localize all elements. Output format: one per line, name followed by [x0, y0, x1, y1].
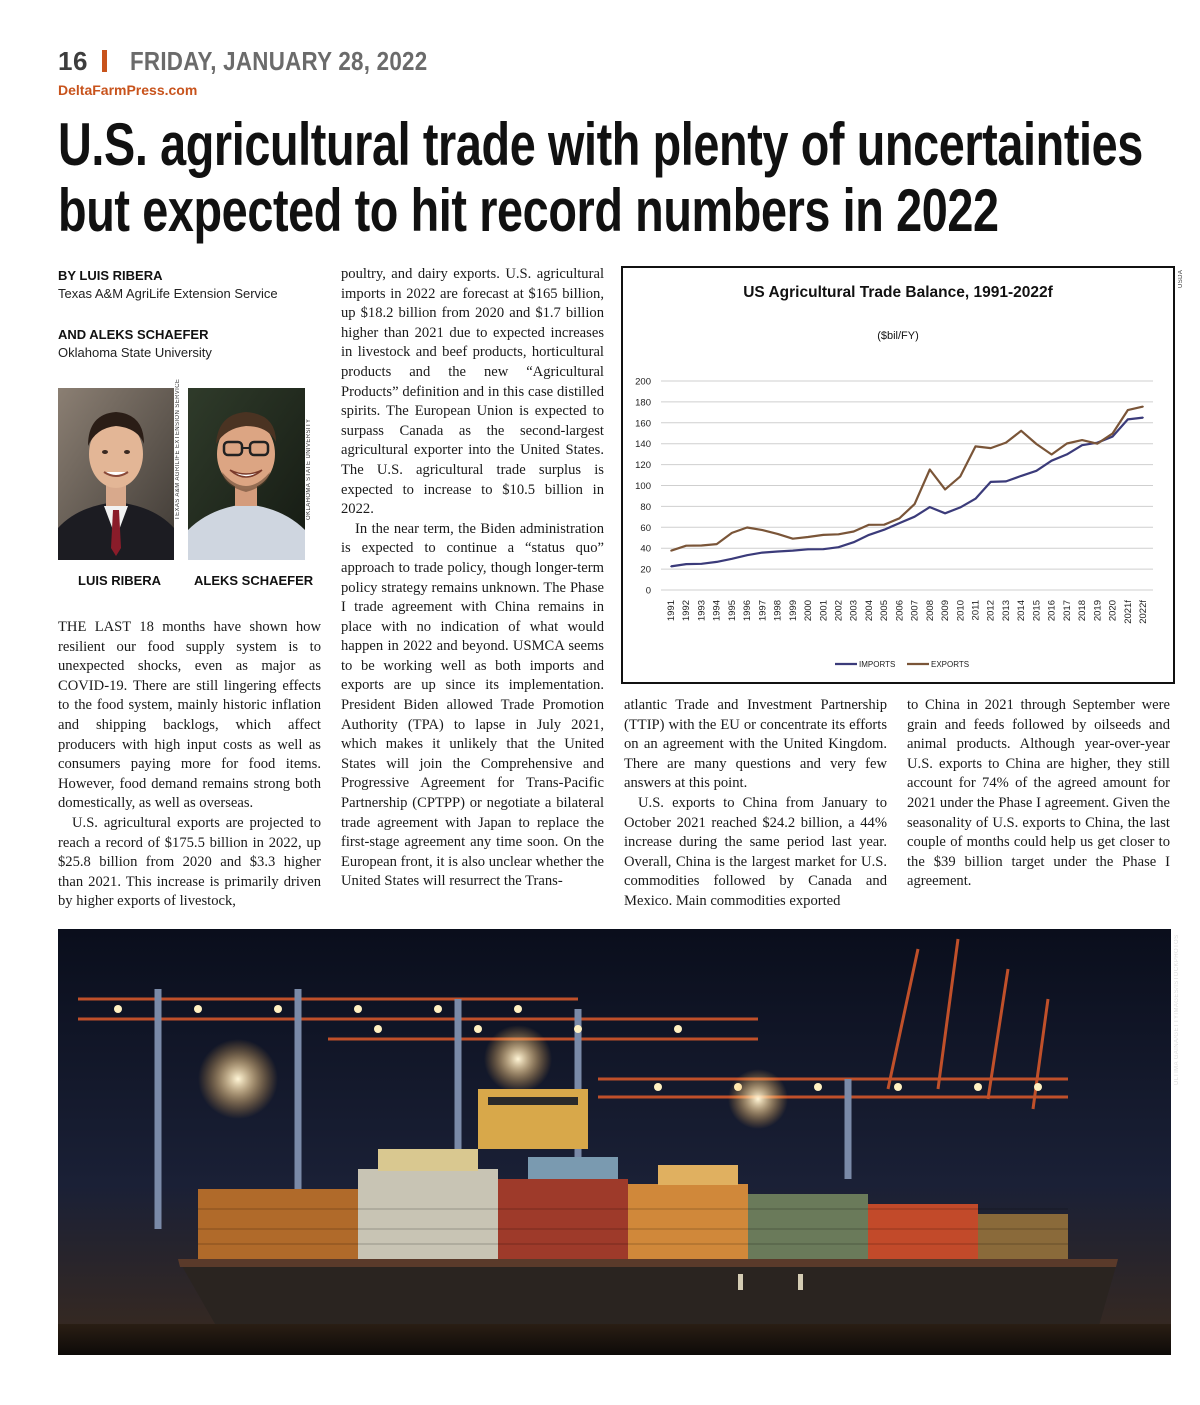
photo-caption-schaefer: ALEKS SCHAEFER [194, 573, 314, 588]
chart-title: US Agricultural Trade Balance, 1991-2022f [743, 284, 1053, 301]
data-point-imports [1112, 436, 1114, 438]
data-point-exports [777, 533, 779, 535]
data-point-exports [792, 538, 794, 540]
portrait-illustration [188, 388, 305, 560]
data-point-imports [777, 551, 779, 553]
data-point-exports [1051, 454, 1053, 456]
data-point-exports [883, 524, 885, 526]
data-point-imports [1142, 417, 1144, 419]
data-point-imports [899, 522, 901, 524]
x-tick-label: 2015 [1031, 600, 1043, 622]
data-point-imports [1005, 481, 1007, 483]
x-tick-label: 2003 [848, 600, 860, 622]
data-point-exports [731, 532, 733, 534]
data-point-exports [746, 527, 748, 529]
byline-2-affiliation: Oklahoma State University [58, 345, 212, 360]
x-tick-label: 1995 [726, 600, 738, 622]
data-point-imports [746, 554, 748, 556]
x-tick-label: 2000 [803, 600, 815, 622]
data-point-imports [1051, 460, 1053, 462]
x-tick-label: 2018 [1077, 600, 1089, 622]
article-column-2 [341, 265, 604, 892]
x-tick-label: 1991 [666, 600, 677, 622]
x-tick-label: 1993 [696, 600, 708, 622]
x-tick-label: 2020 [1107, 600, 1119, 622]
y-tick-label: 100 [635, 481, 651, 492]
y-tick-label: 140 [635, 439, 651, 451]
trade-balance-chart [621, 266, 1175, 684]
article-column-4 [907, 696, 1170, 892]
y-tick-label: 180 [635, 397, 651, 409]
article-paragraph: to China in 2021 through September were grain and feeds followed by oilseeds and animal products. Although year-over-year U.S. exports to China are higher, they still account for 74% of the agreed amount for 2021 under the Phase I agreement. Given the seasonality of U.S. exports to China, the last couple of months could help us get closer to the $39 billion target under the Phase I agreement. [907, 697, 1170, 890]
container-port-illustration [58, 929, 1171, 1355]
x-tick-label: 1992 [681, 600, 693, 622]
article-column-3 [624, 696, 887, 912]
data-point-exports [838, 534, 840, 536]
x-tick-label: 2014 [1016, 600, 1028, 622]
data-point-exports [899, 518, 901, 520]
y-tick-label: 120 [635, 460, 651, 472]
data-point-imports [1020, 475, 1022, 477]
article-paragraph: THE LAST 18 months have shown how resilient our food supply system is to unexpected shocks, even as major as COVID-19. There are still lingering effects to the food system, mainly historic inflation and shipping backlogs, which affect producers with high input costs as well as consumers paying more for food items. However, food demand remains strong both domestically, as well as overseas. [58, 619, 321, 812]
data-point-exports [762, 529, 764, 531]
data-point-imports [731, 558, 733, 560]
data-point-imports [716, 561, 718, 563]
data-point-imports [868, 534, 870, 536]
x-tick-label: 1994 [711, 600, 723, 622]
data-point-exports [1142, 406, 1144, 408]
data-point-imports [1127, 419, 1129, 421]
data-point-imports [792, 550, 794, 552]
data-point-exports [1127, 409, 1129, 411]
x-tick-label: 2005 [879, 600, 891, 622]
x-tick-label: 2010 [955, 600, 967, 622]
data-point-imports [959, 507, 961, 509]
data-point-exports [1112, 433, 1114, 435]
site-link[interactable]: DeltaFarmPress.com [58, 82, 198, 98]
data-point-exports [701, 545, 703, 547]
data-point-imports [990, 481, 992, 483]
x-tick-label: 1997 [757, 600, 769, 622]
data-point-imports [944, 512, 946, 514]
article-paragraph: In the near term, the Biden administration is expected to continue a “status quo” approach to trade policy, though longer-term policy strategy remains unknown. The Phase I trade agreement with China remains in place with no indication of what would happen in 2022 and beyond. USMCA seems to be working well as both imports and exports are up since its implementation. President Biden allowed Trade Promotion Authority (TPA) to lapse in July 2021, which makes it unlikely that the United States will join the Comprehensive and Progressive Agreement for Trans-Pacific Partnership (CPTPP) or negotiate a bilateral trade agreement with Japan to replace the first-stage agreement any time soon. On the European front, it is also unclear whether the United States will resurrect the Trans- [341, 520, 604, 890]
y-tick-label: 160 [635, 418, 651, 430]
data-point-exports [716, 543, 718, 545]
article-paragraph: poultry, and dairy exports. U.S. agricultural imports in 2022 are forecast at $165 billion, up $18.2 billion from 2020 and $1.7 billion higher than 2021 due to expected increases in livestock and beef products, horticultural products and the new “Agricultural Products” definition and in this case distilled spirits. The European Union is expected to surpass Canada as the second-largest agricultural exporter into the United States. The U.S. agricultural trade surplus is expected to increase to $10.5 billion in 2022. [341, 266, 604, 518]
x-tick-label: 2006 [894, 600, 906, 622]
data-point-exports [990, 447, 992, 449]
data-point-imports [822, 548, 824, 550]
data-point-imports [762, 552, 764, 554]
page-number: 16 [58, 46, 88, 76]
author-photo-ribera [58, 388, 174, 560]
x-tick-label: 2012 [985, 600, 997, 622]
chart-plot [623, 268, 1173, 682]
y-tick-label: 80 [640, 501, 651, 513]
byline-2: AND ALEKS SCHAEFER [58, 327, 209, 342]
data-point-exports [944, 489, 946, 491]
legend-label-imports: IMPORTS [859, 660, 896, 669]
data-point-exports [685, 545, 687, 547]
data-point-exports [1036, 443, 1038, 445]
port-photo [58, 929, 1171, 1355]
y-tick-label: 20 [640, 564, 651, 576]
chart-subtitle: ($bil/FY) [877, 330, 919, 342]
chart-credit: USDA [1178, 269, 1184, 288]
data-point-exports [1081, 439, 1083, 441]
x-tick-label: 2011 [970, 600, 982, 621]
data-point-exports [822, 534, 824, 536]
series-line-imports [671, 418, 1143, 567]
article-paragraph: U.S. exports to China from January to October 2021 reached $24.2 billion, a 44% increase during the same period last year. Overall, China is the largest market for U.S. commodities followed by Canada and Mexico. Main commodities exported [624, 794, 887, 909]
photo-credit-schaefer: OKLAHOMA STATE UNIVERSITY [306, 418, 312, 520]
headline [58, 111, 1143, 244]
data-point-imports [685, 563, 687, 565]
data-point-exports [975, 446, 977, 448]
article-paragraph: atlantic Trade and Investment Partnership (TTIP) with the EU or concentrate its efforts on an agreement with the United Kingdom. There are many questions and very few answers at this point. [624, 697, 887, 792]
headline-line-2: but expected to hit record numbers in 2022 [58, 177, 999, 244]
x-tick-label: 2021f [1122, 600, 1134, 624]
data-point-imports [929, 506, 931, 508]
y-tick-label: 60 [640, 522, 651, 534]
x-tick-label: 2017 [1061, 600, 1073, 622]
x-tick-label: 2022f [1138, 600, 1149, 624]
data-point-exports [1020, 430, 1022, 432]
x-tick-label: 1996 [742, 600, 754, 622]
portrait-illustration [58, 388, 174, 560]
data-point-exports [1005, 442, 1007, 444]
data-point-exports [914, 503, 916, 505]
byline-1: BY LUIS RIBERA [58, 268, 163, 283]
data-point-imports [807, 549, 809, 551]
x-tick-label: 2001 [818, 600, 830, 622]
data-point-exports [807, 536, 809, 538]
data-point-exports [1097, 443, 1099, 445]
byline-1-affiliation: Texas A&M AgriLife Extension Service [58, 286, 278, 301]
series-line-exports [671, 407, 1143, 551]
data-point-imports [701, 563, 703, 565]
y-tick-label: 40 [640, 543, 651, 555]
x-tick-label: 1999 [787, 600, 799, 622]
data-point-imports [914, 516, 916, 518]
x-tick-label: 2008 [924, 600, 936, 622]
masthead-divider [102, 50, 107, 72]
data-point-imports [883, 529, 885, 531]
photo-credit-ribera: TEXAS A&M AGRILIFE EXTENSION SERVICE [175, 378, 181, 520]
x-tick-label: 2013 [1000, 600, 1012, 622]
data-point-imports [1066, 454, 1068, 456]
data-point-imports [838, 546, 840, 548]
data-point-imports [670, 566, 672, 568]
article-column-1 [58, 618, 321, 912]
y-tick-label: 0 [645, 585, 651, 597]
x-tick-label: 2002 [833, 600, 845, 622]
data-point-imports [1081, 444, 1083, 446]
data-point-exports [868, 524, 870, 526]
port-photo-credit: ULTIMA GAINA/GETTYIMAGES/ISTOCKPHOTOS [1174, 934, 1180, 1085]
data-point-imports [975, 498, 977, 500]
x-tick-label: 2007 [909, 600, 921, 622]
headline-line-1: U.S. agricultural trade with plenty of uncertainties [58, 111, 1143, 178]
y-tick-label: 200 [635, 376, 651, 388]
x-tick-label: 2004 [863, 600, 875, 622]
x-tick-label: 2016 [1046, 600, 1058, 622]
data-point-exports [853, 531, 855, 533]
data-point-imports [1036, 470, 1038, 472]
issue-date: FRIDAY, JANUARY 28, 2022 [130, 46, 428, 76]
article-paragraph: U.S. agricultural exports are projected to reach a record of $175.5 billion in 2022, up $25.8 billion from 2020 and $3.3 higher than 2021. This increase is primarily driven by higher exports of livestock, [58, 814, 321, 910]
data-point-exports [1066, 443, 1068, 445]
legend-label-exports: EXPORTS [931, 660, 970, 669]
data-point-exports [670, 550, 672, 552]
x-tick-label: 1998 [772, 600, 784, 622]
data-point-imports [853, 541, 855, 543]
data-point-exports [929, 469, 931, 471]
photo-caption-ribera: LUIS RIBERA [78, 573, 162, 588]
x-tick-label: 2019 [1092, 600, 1104, 622]
author-photo-schaefer [188, 388, 305, 560]
data-point-exports [959, 476, 961, 478]
x-tick-label: 2009 [940, 600, 952, 622]
